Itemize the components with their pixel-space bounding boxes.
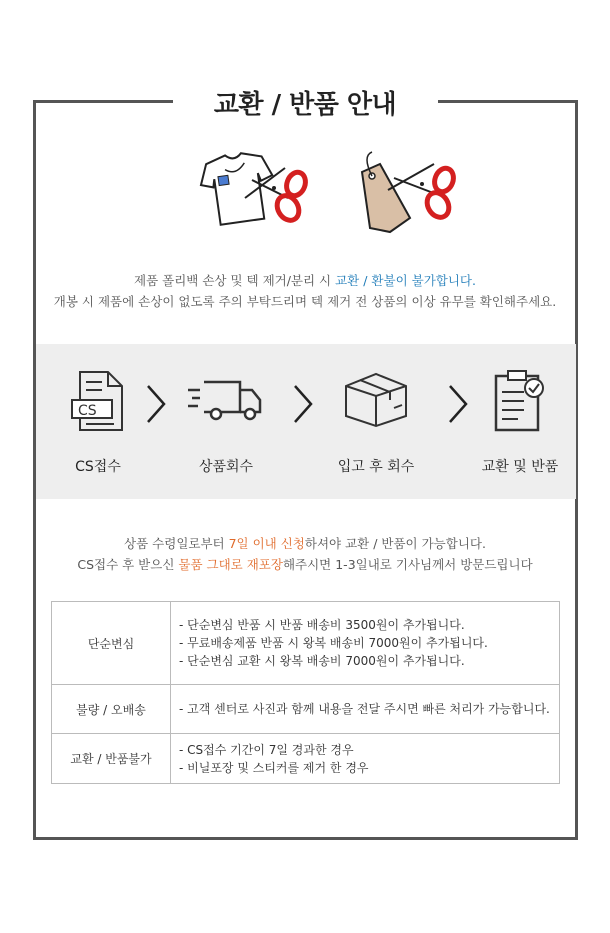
- row-body-simple-change: [171, 602, 560, 685]
- delivery-truck-icon: [186, 368, 266, 428]
- cs-document-icon: [70, 368, 126, 434]
- notice-top: [0, 270, 610, 312]
- row-head-defect: 불량 / 오배송: [52, 685, 171, 734]
- table-row: [52, 734, 560, 784]
- step-label-warehouse: 입고 후 회수: [337, 459, 415, 475]
- table-line: - 고객 센터로 사진과 함께 내용을 전달 주시면 빠른 처리가 가능합니다.: [179, 702, 550, 716]
- table-line: - 단순변심 반품 시 반품 배송비 3500원이 추가됩니다.: [179, 618, 465, 632]
- page-title: 교환 / 반품 안내: [213, 90, 397, 120]
- step-exchange: [460, 344, 580, 499]
- row-body-defect: [171, 685, 560, 734]
- step-pickup: [166, 344, 286, 499]
- table-line: - 비닐포장 및 스티커를 제거 한 경우: [179, 760, 369, 775]
- notice-bottom: [0, 533, 610, 575]
- table-line: - 무료배송제품 반품 시 왕복 배송비 7000원이 추가됩니다.: [179, 636, 488, 650]
- chevron-right-icon: [291, 382, 315, 426]
- step-label-cs: CS접수: [75, 459, 121, 475]
- policy-table: [51, 601, 560, 784]
- step-label-exchange: 교환 및 반품: [481, 459, 559, 475]
- notice-line1-prefix: 제품 폴리백 손상 및 텍 제거/분리 시: [134, 273, 336, 288]
- step-label-pickup: 상품회수: [198, 459, 254, 475]
- top-illustrations: [0, 150, 610, 245]
- table-line: - CS접수 기간이 7일 경과한 경우: [179, 742, 354, 757]
- svg-text:CS: CS: [78, 403, 97, 419]
- notice2-line1-suffix: 하셔야 교환 / 반품이 가능합니다.: [304, 536, 486, 551]
- notice-line1-highlight: 교환 / 환불이 불가합니다.: [335, 273, 476, 288]
- tag-scissors-icon: [348, 150, 458, 240]
- table-row: [52, 602, 560, 685]
- chevron-right-icon: [144, 382, 168, 426]
- step-warehouse: [316, 344, 436, 499]
- row-head-simple-change: 단순변심: [52, 602, 171, 685]
- box-icon: [340, 368, 412, 428]
- notice2-line2-suffix: 해주시면 1-3일내로 기사님께서 방문드립니다: [282, 557, 533, 572]
- process-steps: [36, 344, 576, 499]
- step-cs: [38, 344, 158, 499]
- notice2-line1-prefix: 상품 수령일로부터: [124, 536, 229, 551]
- notice-line2: 개봉 시 제품에 손상이 없도록 주의 부탁드리며 텍 제거 전 상품의 이상 유무를 확인해주세요.: [53, 294, 557, 309]
- table-row: [52, 685, 560, 734]
- tshirt-scissors-icon: [190, 150, 310, 240]
- clipboard-check-icon: [490, 368, 550, 434]
- notice2-line2-prefix: CS접수 후 받으신: [77, 557, 179, 572]
- notice2-line1-highlight: 7일 이내 신청: [228, 536, 305, 551]
- row-head-not-allowed: 교환 / 반품불가: [52, 734, 171, 784]
- table-line: - 단순변심 교환 시 왕복 배송비 7000원이 추가됩니다.: [179, 654, 465, 668]
- row-body-not-allowed: [171, 734, 560, 784]
- notice2-line2-highlight: 물품 그대로 재포장: [178, 557, 283, 572]
